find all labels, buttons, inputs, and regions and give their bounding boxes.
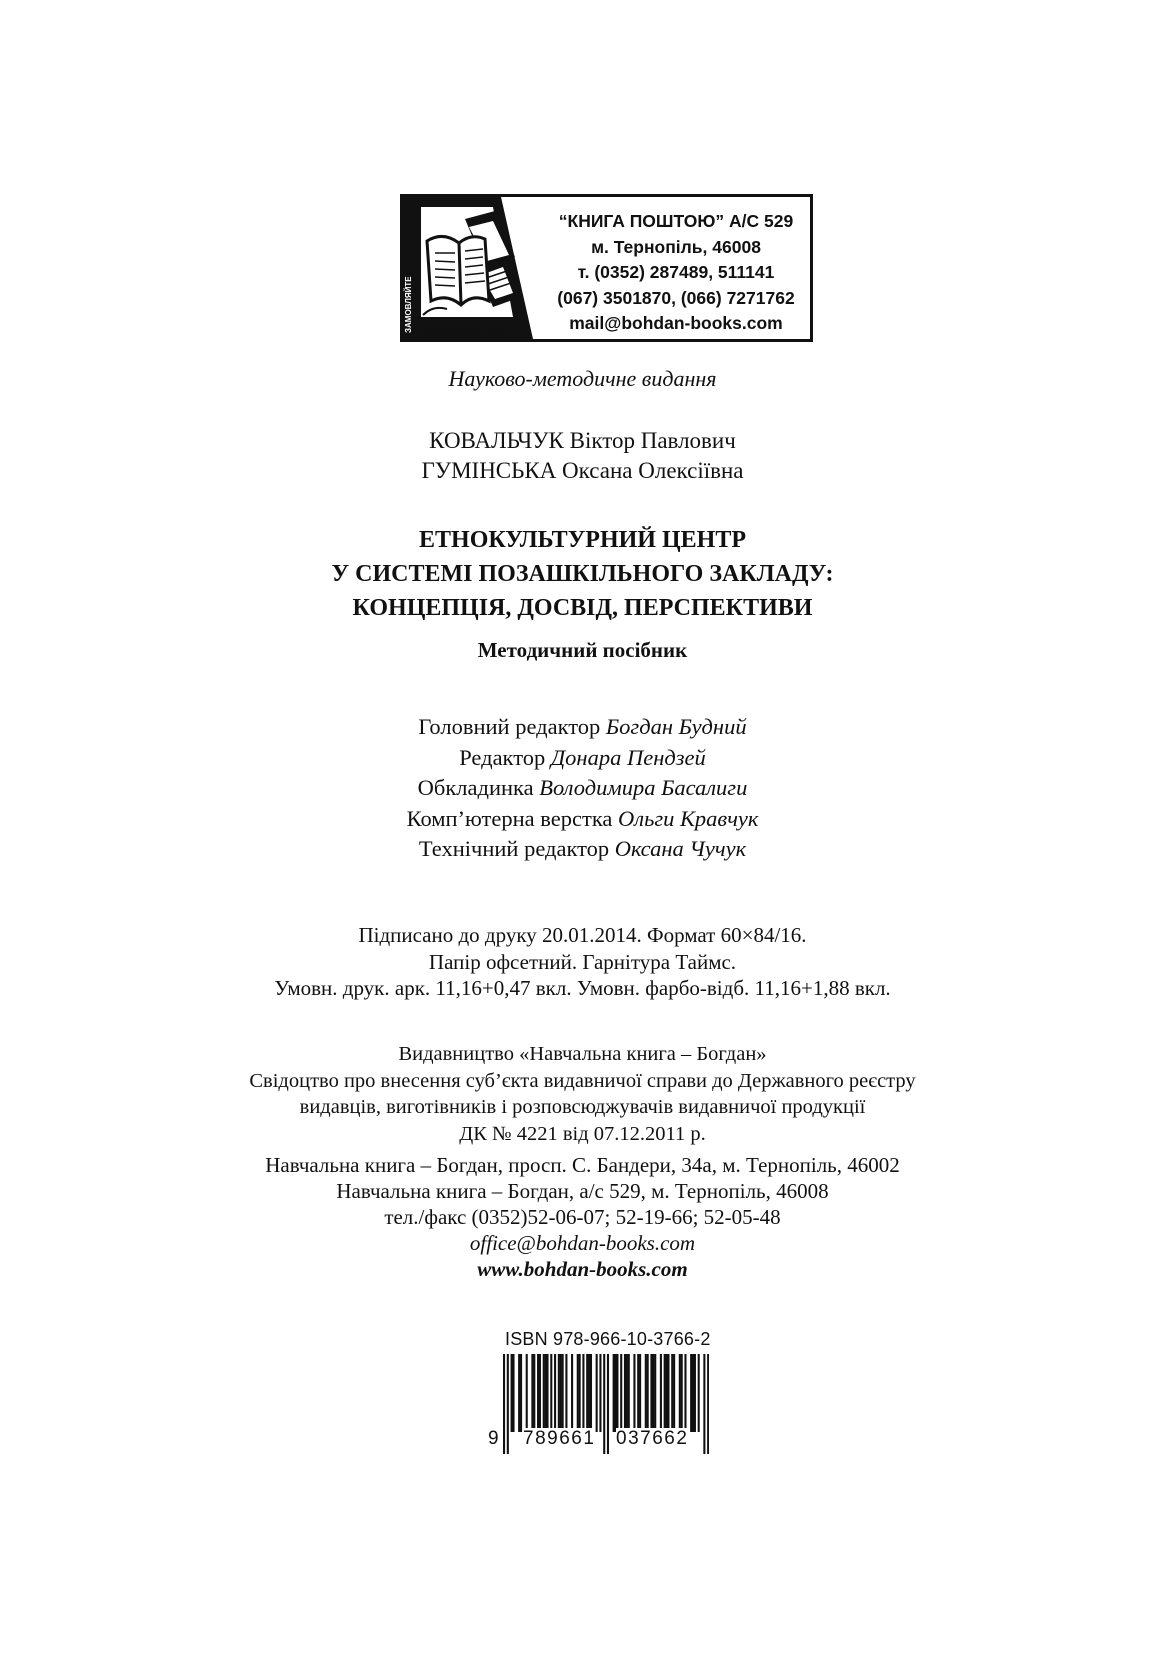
- barcode-bar: [550, 1354, 552, 1432]
- barcode-bar: [546, 1354, 548, 1432]
- credit-role: Технічний редактор: [418, 836, 615, 861]
- barcode-bar: [681, 1354, 683, 1432]
- barcode-bar: [650, 1354, 652, 1432]
- barcode-bar: [599, 1354, 601, 1432]
- barcode-bar: [558, 1354, 560, 1432]
- barcode-bar: [537, 1354, 539, 1432]
- barcode-bar: [518, 1354, 520, 1432]
- address-line: Навчальна книга – Богдан, просп. С. Бандери, 34а, м. Тернопіль, 46002: [265, 1153, 900, 1177]
- credit-name: Оксана Чучук: [614, 836, 747, 861]
- publisher-line: видавців, виготівників і розповсюджувачів видавничої продукції: [299, 1096, 866, 1118]
- promo-line: (067) 3501870, (066) 7271762: [557, 287, 795, 308]
- publisher-info: [0, 1041, 1165, 1147]
- credit-line: [0, 773, 1165, 804]
- title-line: ЕТНОКУЛЬТУРНИЙ ЦЕНТР: [419, 527, 746, 553]
- barcode-bar: [512, 1354, 514, 1432]
- barcode-bar: [684, 1354, 686, 1432]
- barcode-bar: [671, 1354, 673, 1432]
- barcode-bar: [645, 1354, 647, 1432]
- barcode-bar: [596, 1354, 598, 1432]
- credit-line: [0, 804, 1165, 835]
- barcode-bar: [698, 1354, 700, 1432]
- credit-line: [0, 834, 1165, 865]
- barcode-bar: [560, 1354, 562, 1432]
- book-title: [0, 523, 1165, 625]
- phone-line: тел./факс (0352)52-06-07; 52-19-66; 52-05-48: [384, 1205, 781, 1229]
- barcode-bar: [603, 1354, 605, 1454]
- barcode-bar: [520, 1354, 522, 1432]
- credit-role: Редактор: [459, 744, 551, 770]
- promo-email: mail@bohdan-books.com: [569, 313, 783, 333]
- credit-name: Володимира Басалиги: [539, 775, 748, 800]
- barcode-bar: [588, 1354, 590, 1432]
- email-line: office@bohdan-books.com: [469, 1231, 696, 1255]
- editorial-credits: [0, 712, 1165, 865]
- barcode-bar: [616, 1354, 618, 1432]
- open-book-logo: [403, 197, 538, 339]
- spec-line: Підписано до друку 20.01.2014. Формат 60×84/16.: [358, 923, 807, 947]
- barcode-bar: [615, 1354, 617, 1432]
- barcode-bar: [579, 1354, 581, 1432]
- barcode-bar: [503, 1354, 505, 1454]
- barcode-bar: [673, 1354, 675, 1432]
- barcode-bar: [660, 1354, 662, 1432]
- barcode-first-digit: 9: [488, 1428, 501, 1449]
- barcode-bar: [613, 1354, 615, 1432]
- barcode-bar: [531, 1354, 533, 1432]
- promo-contact-info: [541, 209, 811, 337]
- barcode-bar: [637, 1354, 639, 1432]
- barcode-bar: [590, 1354, 592, 1432]
- barcode-bar: [554, 1354, 556, 1432]
- barcode-bar: [571, 1354, 573, 1432]
- publisher-line: Свідоцтво про внесення суб’єкта видавничої справи до Державного реєстру: [249, 1069, 916, 1092]
- barcode-bar: [707, 1354, 709, 1454]
- author-line: ГУМІНСЬКА Оксана Олексіївна: [421, 458, 744, 483]
- barcode-bar: [667, 1354, 669, 1432]
- promo-line: т. (0352) 287489, 511141: [577, 262, 775, 282]
- print-specifications: [0, 922, 1165, 1002]
- title-line: У СИСТЕМІ ПОЗАШКІЛЬНОГО ЗАКЛАДУ:: [331, 561, 834, 587]
- barcode-bar: [692, 1354, 694, 1432]
- barcode-bar: [577, 1354, 579, 1432]
- svg-text:ЗАМОВЛЯЙТЕ: ЗАМОВЛЯЙТЕ: [404, 276, 413, 333]
- book-subtitle: Методичний посібник: [477, 638, 688, 662]
- barcode-right-digits: 037662: [616, 1428, 689, 1449]
- barcode-bar: [626, 1354, 628, 1432]
- barcode-bar: [639, 1354, 641, 1432]
- credit-name: Богдан Будний: [605, 714, 747, 739]
- spec-line: Умовн. друк. арк. 11,16+0,47 вкл. Умовн. фарбо-відб. 11,16+1,88 вкл.: [274, 976, 891, 1000]
- credit-role: Комп’ютерна верстка: [406, 805, 619, 831]
- barcode-bar: [511, 1354, 513, 1432]
- barcode-bar: [620, 1354, 622, 1432]
- barcode-bar: [654, 1354, 656, 1432]
- credit-role: Обкладинка: [417, 775, 540, 800]
- website-line: www.bohdan-books.com: [477, 1257, 688, 1281]
- barcode-bar: [545, 1354, 547, 1432]
- barcode-bar: [543, 1354, 545, 1432]
- barcode-bar: [703, 1354, 705, 1454]
- barcode-bar: [586, 1354, 588, 1432]
- authors: [0, 426, 1165, 486]
- credit-role: Головний редактор: [418, 714, 606, 739]
- barcode-bar: [694, 1354, 696, 1432]
- address-line: Навчальна книга – Богдан, а/с 529, м. Тернопіль, 46008: [336, 1179, 829, 1203]
- credit-name: Ольги Кравчук: [618, 805, 759, 831]
- credit-name: Донара Пендзей: [550, 744, 706, 770]
- barcode-bar: [507, 1354, 509, 1454]
- barcode-bar: [664, 1354, 666, 1432]
- barcode-bar: [607, 1354, 609, 1454]
- barcode-bar: [679, 1354, 681, 1432]
- barcode-bar: [624, 1354, 626, 1432]
- barcode-bar: [539, 1354, 541, 1432]
- barcode-left-digits: 789661: [523, 1428, 596, 1449]
- publisher-addresses: [0, 1152, 1165, 1282]
- book-by-mail-promo: [400, 194, 813, 342]
- barcode-bar: [633, 1354, 635, 1432]
- barcode-bar: [666, 1354, 668, 1432]
- spec-line: Папір офсетний. Гарнітура Таймс.: [428, 949, 737, 974]
- credit-line: [0, 712, 1165, 743]
- isbn-number: ISBN 978-966-10-3766-2: [505, 1329, 711, 1349]
- credit-line: [0, 743, 1165, 774]
- promo-line: м. Тернопіль, 46008: [591, 236, 761, 257]
- publisher-line: ДК № 4221 від 07.12.2011 р.: [459, 1122, 706, 1145]
- barcode-bar: [562, 1354, 564, 1432]
- promo-line: “КНИГА ПОШТОЮ” А/С 529: [558, 211, 794, 231]
- title-line: КОНЦЕПЦІЯ, ДОСВІД, ПЕРСПЕКТИВИ: [352, 595, 813, 621]
- svg-text:КНИГИ ПОШТОЮ:: КНИГИ ПОШТОЮ:: [425, 326, 505, 336]
- barcode-bar: [652, 1354, 654, 1432]
- barcode-bar: [533, 1354, 535, 1432]
- barcode-bar: [582, 1354, 584, 1432]
- publisher-line: Видавництво «Навчальна книга – Богдан»: [398, 1043, 767, 1065]
- barcode-bar: [628, 1354, 630, 1432]
- barcode-bar: [647, 1354, 649, 1432]
- barcode-bar: [565, 1354, 567, 1432]
- barcode-bar: [690, 1354, 692, 1432]
- publication-genre: Науково-методичне видання: [448, 366, 717, 391]
- barcode-bar: [526, 1354, 528, 1432]
- author-line: КОВАЛЬЧУК Віктор Павлович: [429, 428, 736, 453]
